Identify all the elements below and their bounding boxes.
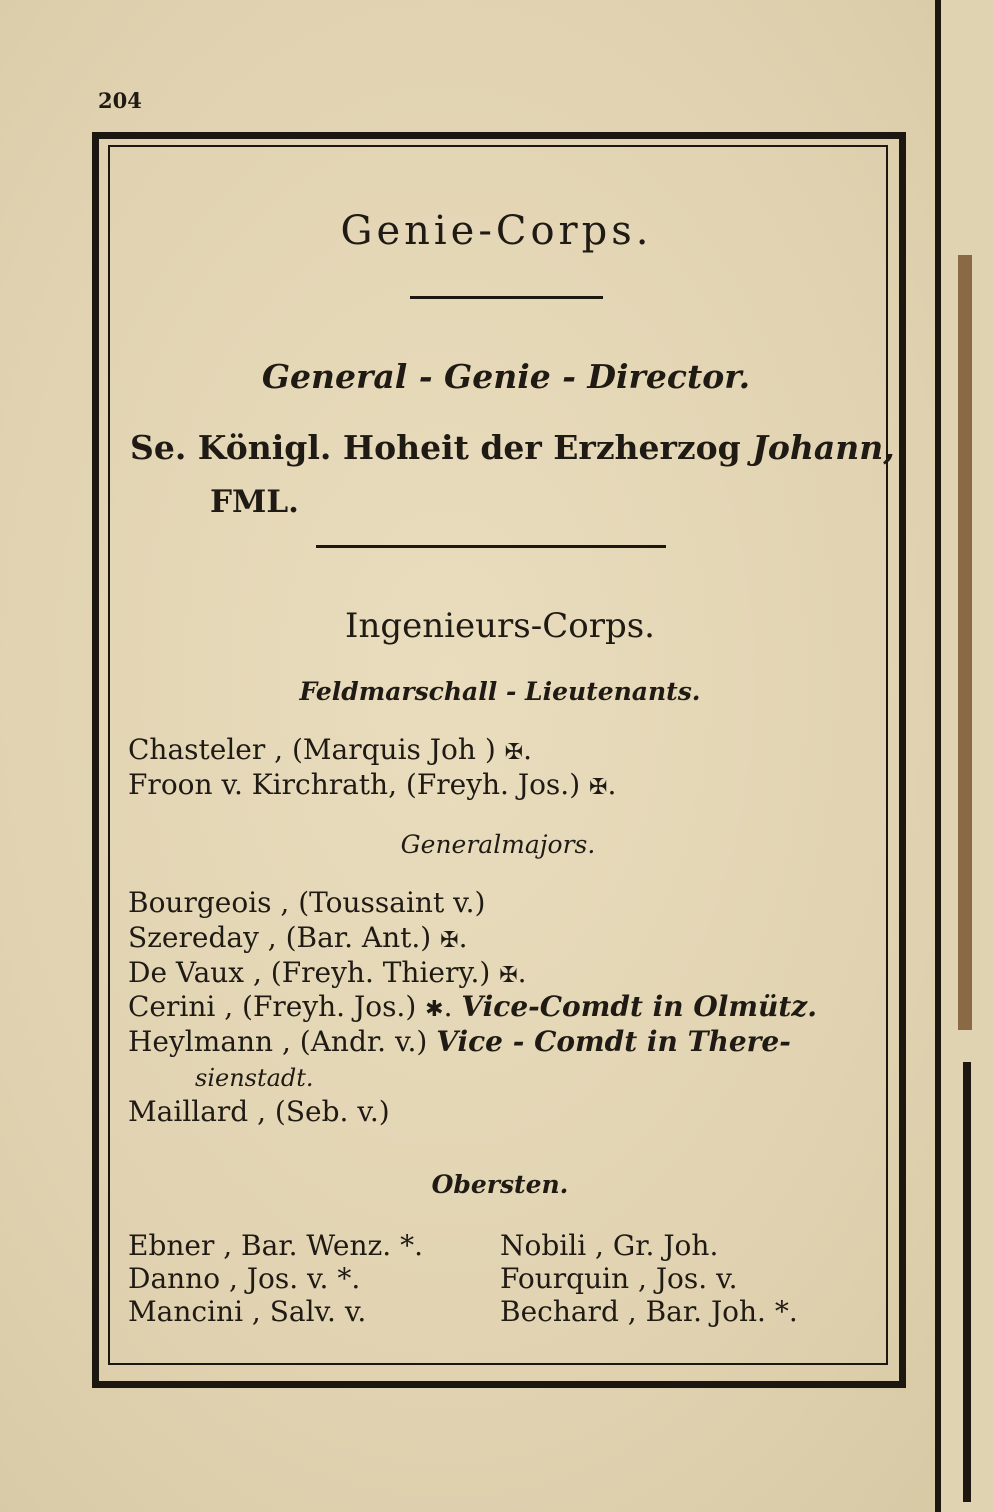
list-item: Maillard , (Seb. v.)	[128, 1095, 390, 1128]
fml-heading: Feldmarschall - Lieutenants.	[299, 677, 701, 706]
list-item: De Vaux , (Freyh. Thiery.) ✠.	[128, 956, 527, 989]
title-rule	[410, 296, 603, 299]
adjacent-page-black-strip	[963, 1062, 971, 1502]
section-rule	[316, 545, 666, 548]
generalmajors-heading: Generalmajors.	[400, 830, 596, 859]
cross-icon: ✠	[589, 775, 608, 800]
list-item: Szereday , (Bar. Ant.) ✠.	[128, 921, 468, 954]
list-item: Mancini , Salv. v.	[128, 1295, 367, 1328]
cross-icon: ✠	[504, 740, 524, 765]
director-name	[130, 428, 895, 467]
list-item: Cerini , (Freyh. Jos.) ✱. Vice-Comdt in Olmütz.	[128, 990, 817, 1023]
cross-icon: ✠	[440, 928, 459, 953]
list-item: Froon v. Kirchrath, (Freyh. Jos.) ✠.	[128, 768, 617, 801]
general-director-heading: General - Genie - Director.	[261, 357, 751, 396]
list-item: Ebner , Bar. Wenz. *.	[128, 1229, 423, 1262]
ingenieurs-heading: Ingenieurs-Corps.	[345, 606, 655, 646]
page-number: 204	[98, 88, 142, 113]
list-item: Fourquin , Jos. v.	[500, 1262, 738, 1295]
page-title: Genie-Corps.	[340, 208, 653, 254]
director-name-italic: Johann,	[752, 428, 895, 467]
list-item-note: Vice - Comdt in There-	[436, 1025, 791, 1058]
list-item-continuation: sienstadt.	[195, 1064, 314, 1092]
cross-icon: ✠	[499, 963, 518, 988]
list-item-note: Vice-Comdt in Olmütz.	[461, 990, 817, 1023]
list-item: Nobili , Gr. Joh.	[500, 1229, 719, 1262]
director-rank: FML.	[210, 484, 299, 520]
list-item: Heylmann , (Andr. v.) Vice - Comdt in There-	[128, 1025, 791, 1058]
list-item: Bourgeois , (Toussaint v.)	[128, 886, 486, 919]
list-item: Chasteler , (Marquis Joh ) ✠.	[128, 733, 532, 766]
director-name-text: Se. Königl. Hoheit der Erzherzog	[130, 428, 741, 467]
list-item: Bechard , Bar. Joh. *.	[500, 1295, 798, 1328]
star-icon: ✱	[425, 997, 444, 1022]
list-item: Danno , Jos. v. *.	[128, 1262, 361, 1295]
obersten-heading: Obersten.	[431, 1170, 569, 1199]
